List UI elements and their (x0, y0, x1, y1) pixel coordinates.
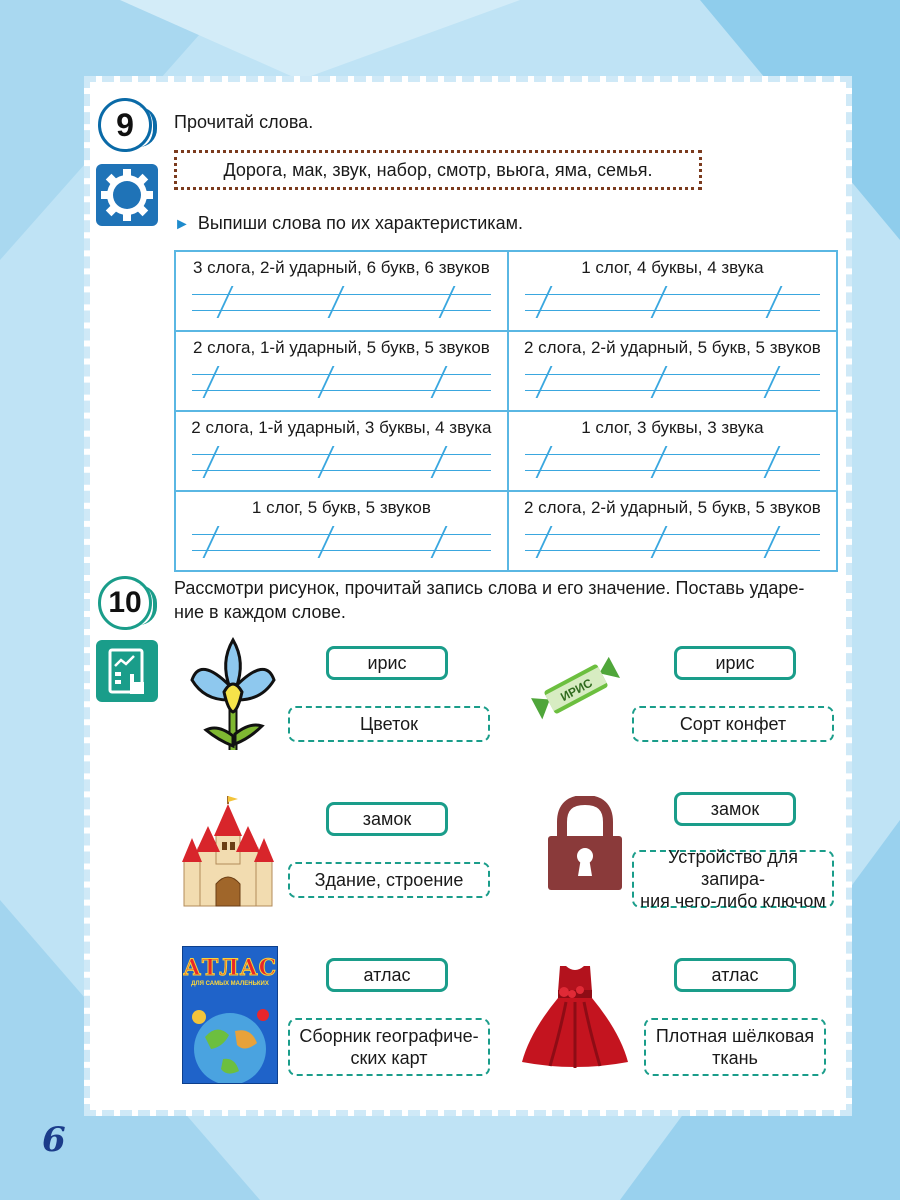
task-number-9: 9 (98, 98, 152, 152)
task9-instruction: Прочитай слова. (174, 112, 314, 132)
meaning-box-iris-flower: Цветок (288, 706, 490, 742)
table-cell (175, 251, 508, 331)
word-pill-iris-candy: ирис (674, 646, 796, 680)
task9-subinstruction (174, 213, 523, 234)
word-pill-atlas-fabric: атлас (674, 958, 796, 992)
table-cell (175, 331, 508, 411)
cell-label: 2 слога, 2-й ударный, 5 букв, 5 звуков (523, 498, 821, 517)
words-list: Дорога, мак, звук, набор, смотр, вьюга, яма, семья. (174, 150, 702, 190)
atlas-book-picture (182, 946, 278, 1084)
table-cell (508, 331, 837, 411)
table-cell (508, 411, 837, 491)
atlas-subtitle: ДЛЯ САМЫХ МАЛЕНЬКИХ (191, 981, 269, 987)
gear-icon (96, 164, 158, 226)
dress-picture (520, 962, 630, 1072)
instruction-line-1: Рассмотри рисунок, прочитай запись слова и его значение. Поставь ударе- (174, 578, 805, 598)
iris-flower-picture (188, 636, 278, 754)
globe-icon (183, 987, 277, 1083)
meaning-line: Плотная шёлковая (655, 1026, 815, 1046)
table-cell (508, 491, 837, 571)
writing-line[interactable] (180, 528, 503, 562)
writing-line[interactable] (180, 368, 503, 402)
meaning-box-lock (632, 847, 834, 911)
atlas-title: АТЛАС (183, 955, 278, 981)
meaning-box-iris-candy: Сорт конфет (632, 706, 834, 742)
tablet-touch-icon (96, 640, 158, 702)
word-pill-iris-flower: ирис (326, 646, 448, 680)
writing-line[interactable] (513, 288, 832, 322)
writing-line[interactable] (513, 448, 832, 482)
word-pill-lock: замок (674, 792, 796, 826)
cell-label: 1 слог, 4 буквы, 4 звука (581, 258, 764, 277)
task-number-10: 10 (98, 576, 152, 630)
page-number: 6 (42, 1120, 66, 1160)
writing-line[interactable] (180, 448, 503, 482)
characteristics-table (174, 250, 838, 572)
table-cell (175, 491, 508, 571)
play-arrow-icon: ► (174, 216, 190, 233)
cell-label: 2 слога, 2-й ударный, 5 букв, 5 звуков (523, 338, 821, 357)
meaning-box-atlas-book (288, 1018, 490, 1076)
cell-label: 1 слог, 3 буквы, 3 звука (581, 418, 764, 437)
meaning-line: ткань (712, 1048, 758, 1068)
meaning-line: Сборник географиче- (299, 1026, 479, 1046)
candy-picture (524, 646, 628, 732)
cell-label: 2 слога, 1-й ударный, 5 букв, 5 звуков (192, 338, 490, 357)
subinstruction-text: Выпиши слова по их характеристикам. (197, 213, 523, 233)
meaning-line: ских карт (350, 1048, 428, 1068)
cell-label: 2 слога, 1-й ударный, 3 буквы, 4 звука (191, 418, 492, 437)
meaning-box-castle: Здание, строение (288, 862, 490, 898)
table-cell (175, 411, 508, 491)
padlock-picture (544, 796, 626, 892)
writing-line[interactable] (513, 368, 832, 402)
word-pill-castle: замок (326, 802, 448, 836)
word-pill-atlas-book: атлас (326, 958, 448, 992)
castle-picture (180, 796, 276, 908)
meaning-line: ния чего-либо ключом (640, 891, 826, 911)
meaning-line: Устройство для запира- (668, 847, 798, 889)
candy-label: ИРИС (558, 675, 595, 705)
instruction-line-2: ние в каждом слове. (174, 602, 346, 622)
task10-instruction (174, 576, 838, 624)
cell-label: 3 слога, 2-й ударный, 6 букв, 6 звуков (192, 258, 490, 277)
writing-line[interactable] (180, 288, 503, 322)
writing-line[interactable] (513, 528, 832, 562)
meaning-box-atlas-fabric (644, 1018, 826, 1076)
cell-label: 1 слог, 5 букв, 5 звуков (251, 498, 431, 517)
table-cell (508, 251, 837, 331)
